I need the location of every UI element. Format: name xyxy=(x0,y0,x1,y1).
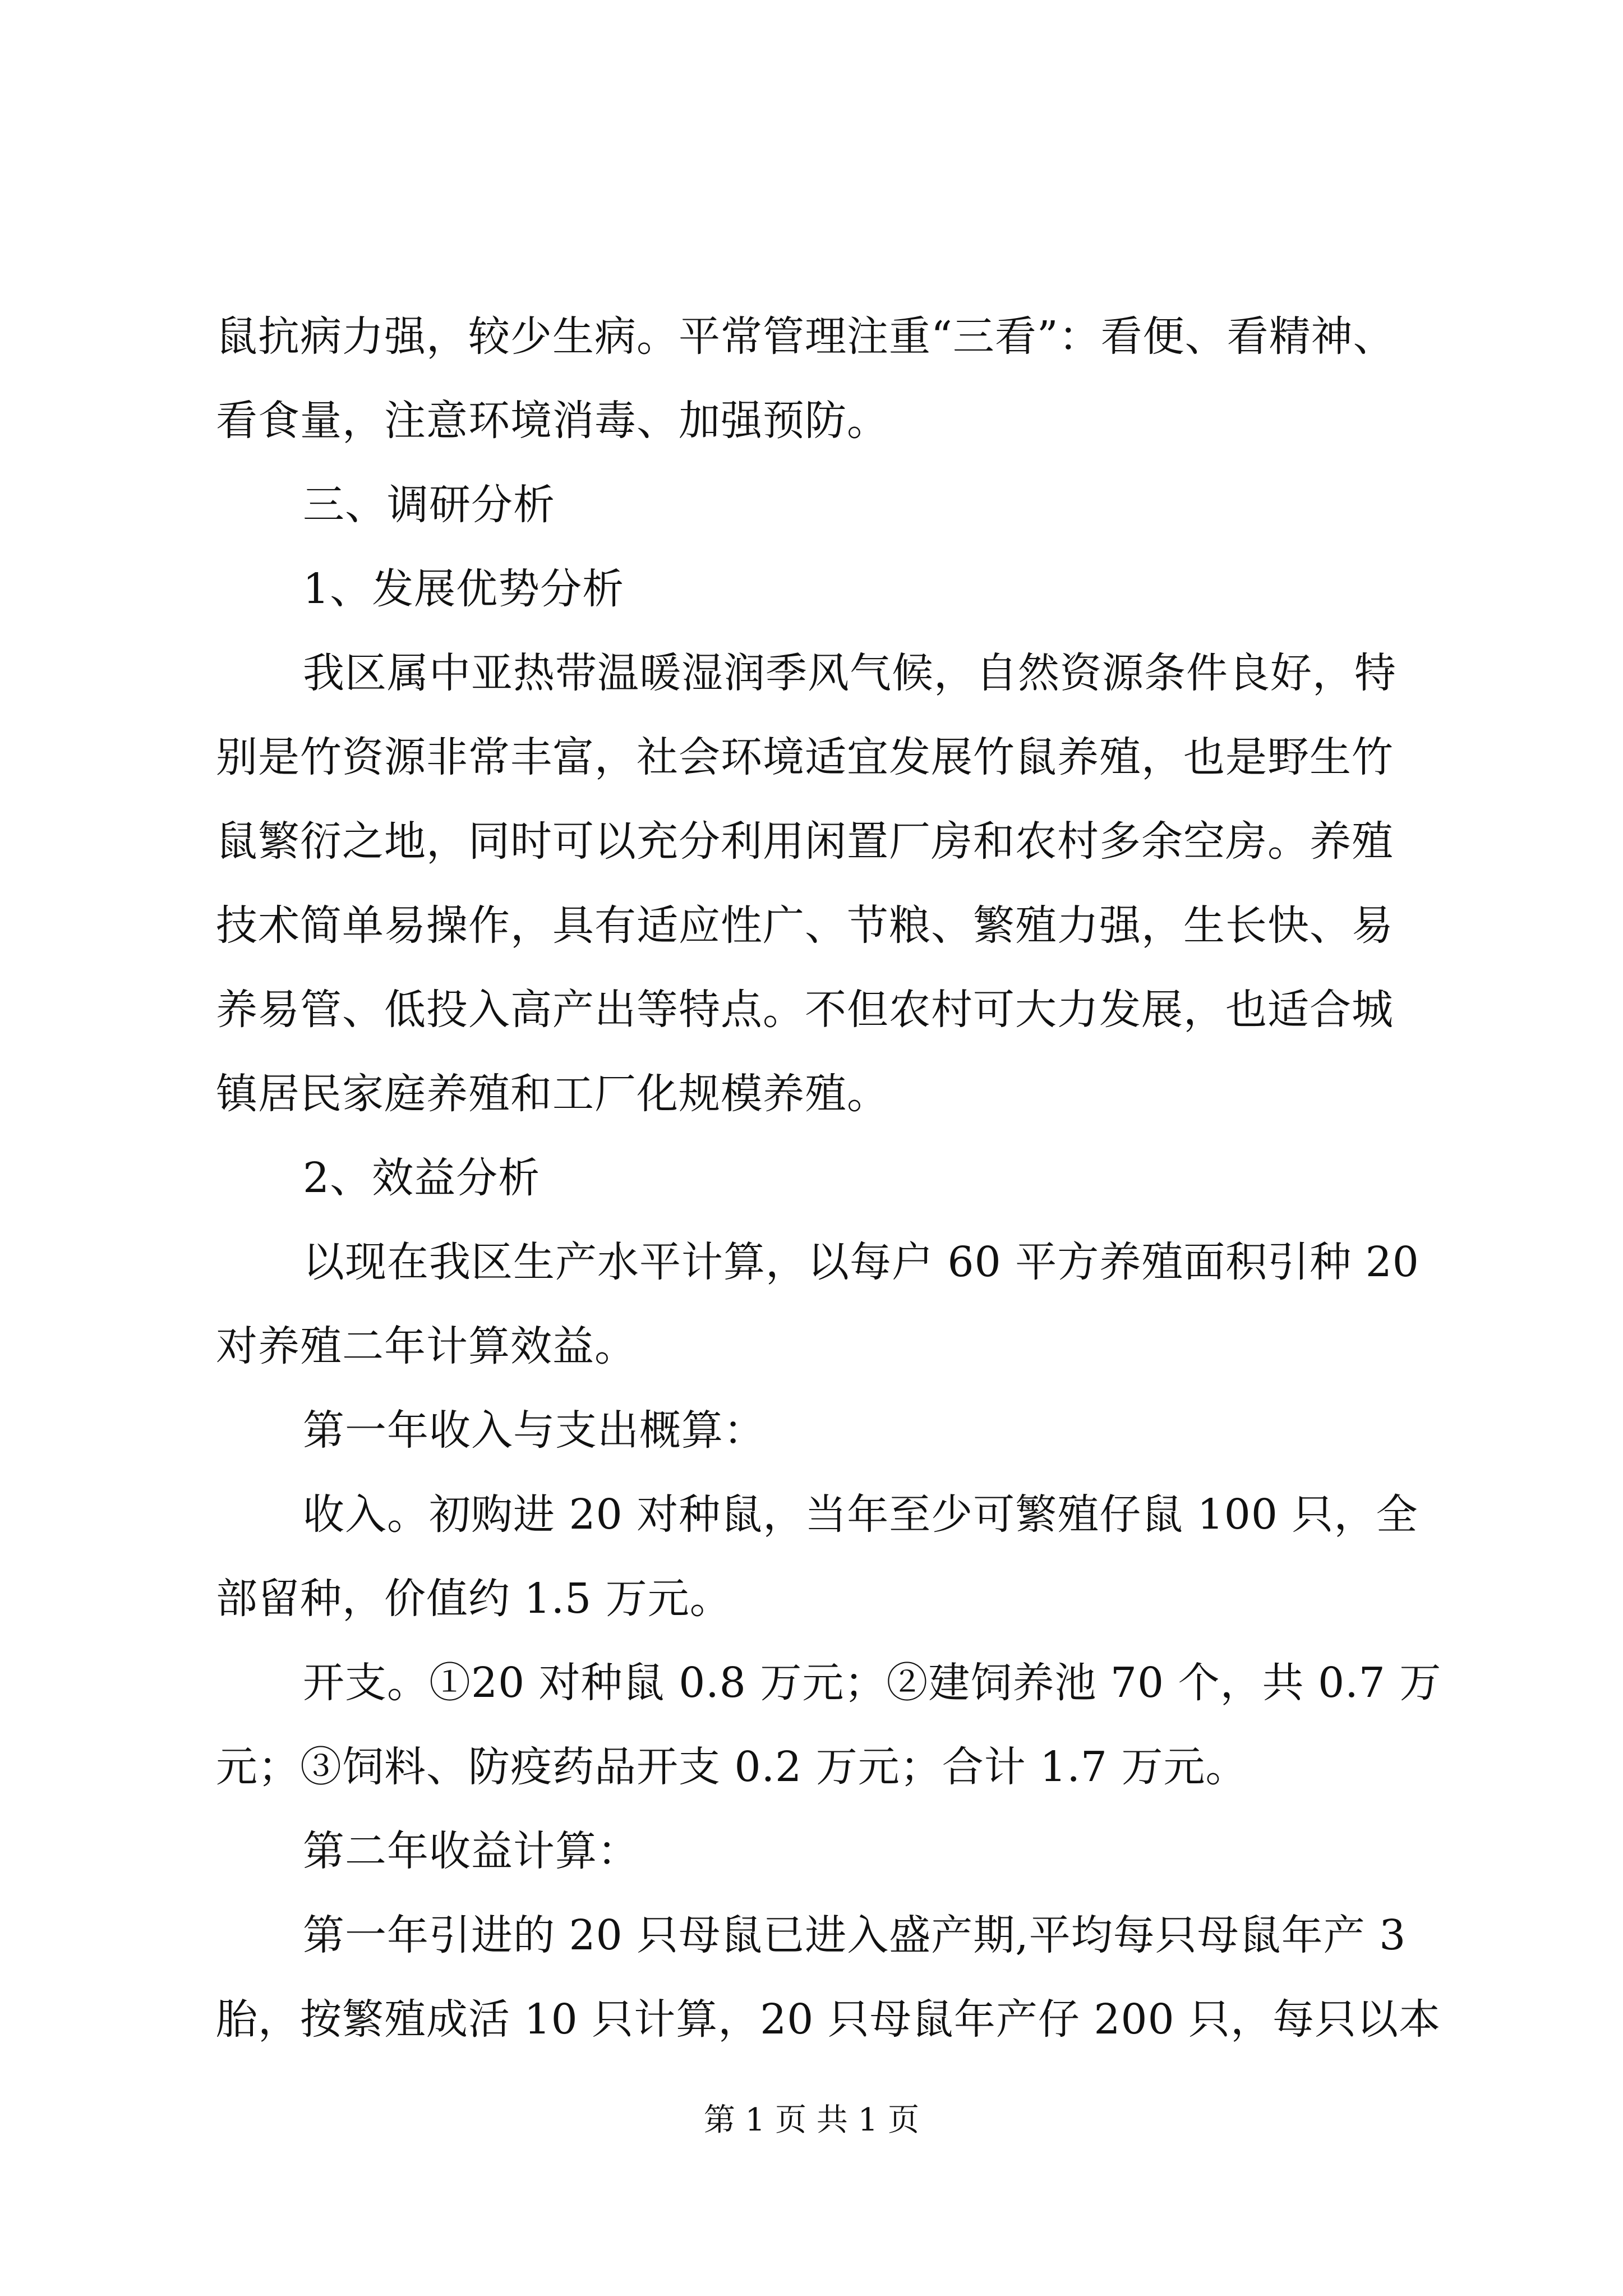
text-line: 元；③饲料、防疫药品开支 0.2 万元；合计 1.7 万元。 xyxy=(216,1743,1248,1791)
text-line: 对养殖二年计算效益。 xyxy=(216,1322,637,1370)
subsection-heading: 1、发展优势分析 xyxy=(303,565,625,613)
text-line: 看食量，注意环境消毒、加强预防。 xyxy=(216,397,889,445)
text-line: 第一年引进的 20 只母鼠已进入盛产期,平均每只母鼠年产 3 xyxy=(303,1911,1407,1959)
text-line: 收入。初购进 20 对种鼠，当年至少可繁殖仔鼠 100 只，全 xyxy=(303,1490,1418,1539)
subsection-heading: 2、效益分析 xyxy=(303,1154,541,1202)
text-line: 鼠繁衍之地，同时可以充分利用闲置厂房和农村多余空房。养殖 xyxy=(216,817,1394,866)
text-line: 养易管、低投入高产出等特点。不但农村可大力发展，也适合城 xyxy=(216,986,1394,1034)
text-line: 第二年收益计算： xyxy=(303,1827,639,1875)
section-heading: 三、调研分析 xyxy=(303,481,555,529)
text-line: 胎，按繁殖成活 10 只计算，20 只母鼠年产仔 200 只，每只以本 xyxy=(216,1995,1441,2044)
page-footer: 第 1 页 共 1 页 xyxy=(703,2102,920,2138)
text-line: 部留种，价值约 1.5 万元。 xyxy=(216,1575,732,1623)
text-line: 镇居民家庭养殖和工厂化规模养殖。 xyxy=(216,1070,889,1118)
text-line: 以现在我区生产水平计算，以每户 60 平方养殖面积引种 20 xyxy=(303,1238,1419,1286)
text-line: 技术简单易操作，具有适应性广、节粮、繁殖力强，生长快、易 xyxy=(216,901,1394,950)
document-body xyxy=(216,295,1442,2045)
text-line: 第一年收入与支出概算： xyxy=(303,1406,766,1455)
text-line: 鼠抗病力强，较少生病。平常管理注重“三看”：看便、看精神、 xyxy=(216,312,1395,361)
text-line: 开支。①20 对种鼠 0.8 万元；②建饲养池 70 个，共 0.7 万 xyxy=(303,1659,1442,1707)
text-line: 别是竹资源非常丰富，社会环境适宜发展竹鼠养殖，也是野生竹 xyxy=(216,733,1394,781)
text-line: 我区属中亚热带温暖湿润季风气候，自然资源条件良好，特 xyxy=(303,649,1396,697)
